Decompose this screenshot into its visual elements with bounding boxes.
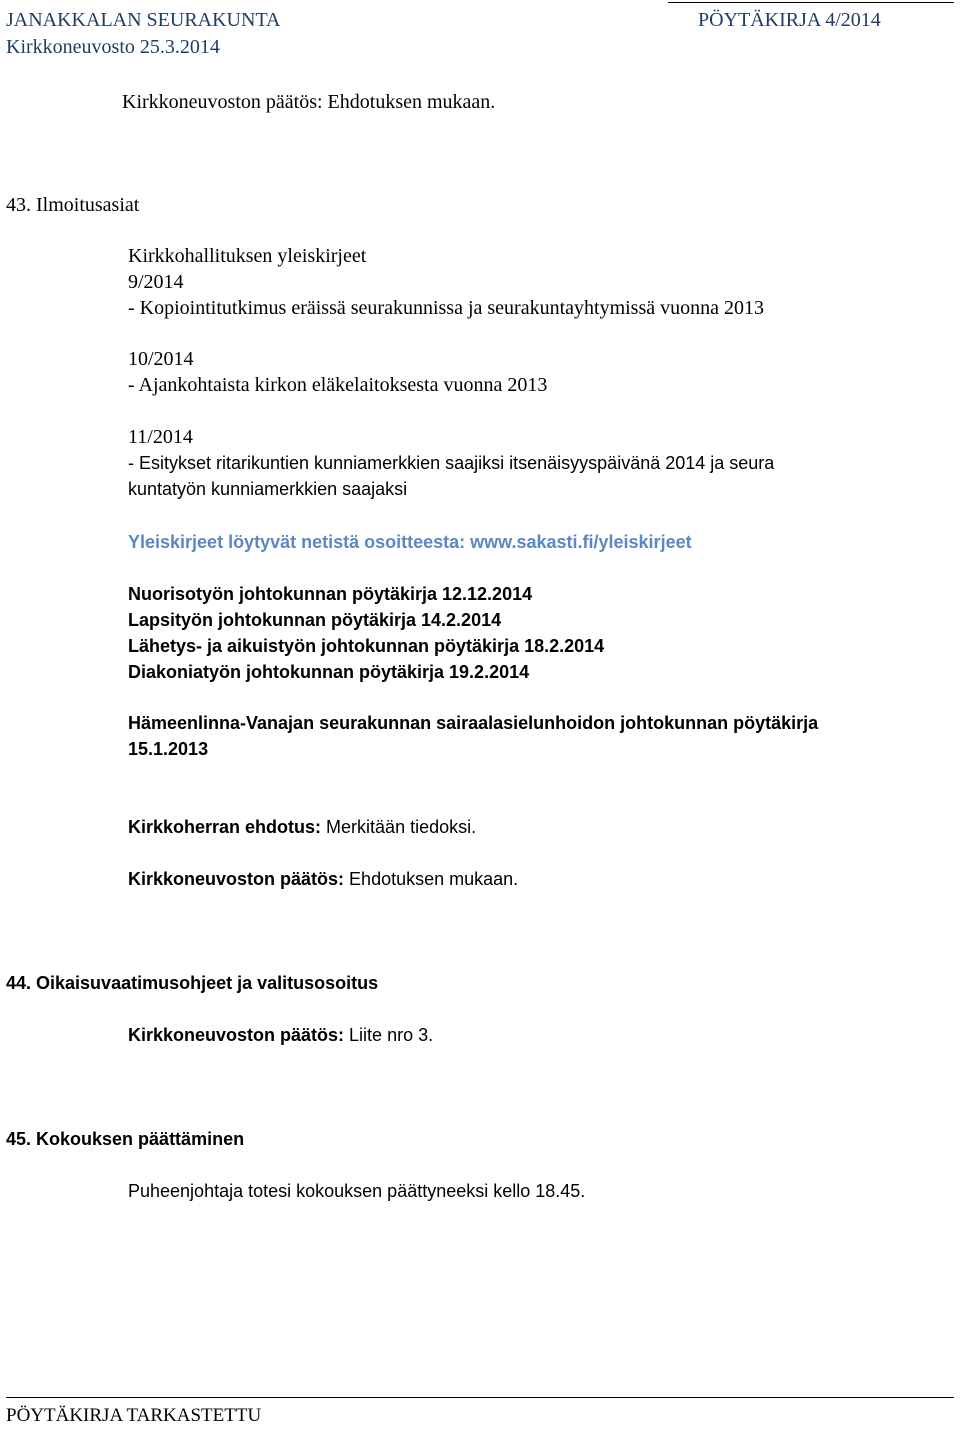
decision-label: Kirkkoneuvoston päätös: [128, 1025, 345, 1045]
circulars-title: Kirkkohallituksen yleiskirjeet [128, 245, 367, 267]
hameenlinna-minutes: Hämeenlinna-Vanajan seurakunnan sairaalasielunhoidon johtokunnan pöytäkirja [128, 713, 819, 733]
circular-desc: - Esitykset ritarikuntien kunniamerkkien saajiksi itsenäisyyspäivänä 2014 ja seura [128, 453, 775, 473]
decision-text: Liite nro 3. [344, 1025, 434, 1045]
proposal-label: Kirkkoherran ehdotus: [128, 817, 322, 837]
decision-text: Ehdotuksen mukaan. [344, 869, 519, 889]
circular-number: 9/2014 [128, 271, 184, 293]
header-org: JANAKKALAN SEURAKUNTA [6, 9, 281, 31]
header-doc-number: PÖYTÄKIRJA 4/2014 [698, 9, 881, 31]
proposal-text: Merkitään tiedoksi. [321, 817, 477, 837]
minutes-item: Lähetys- ja aikuistyön johtokunnan pöytäkirja 18.2.2014 [128, 636, 605, 656]
circular-desc: - Ajankohtaista kirkon eläkelaitoksesta vuonna 2013 [128, 374, 548, 396]
circular-number: 11/2014 [128, 426, 193, 448]
header-meeting: Kirkkoneuvosto 25.3.2014 [6, 36, 220, 58]
footer-rule [6, 1397, 954, 1398]
section-43-title: 43. Ilmoitusasiat [6, 194, 140, 216]
circular-desc: - Kopiointitutkimus eräissä seurakunnissa ja seurakuntayhtymissä vuonna 2013 [128, 297, 765, 319]
section-45-title: 45. Kokouksen päättäminen [6, 1129, 245, 1149]
minutes-item: Lapsityön johtokunnan pöytäkirja 14.2.2014 [128, 610, 502, 630]
previous-decision-text: Ehdotuksen mukaan. [327, 91, 496, 113]
circulars-link-note: Yleiskirjeet löytyvät netistä osoitteesta: www.sakasti.fi/yleiskirjeet [128, 532, 692, 552]
decision [128, 870, 518, 888]
previous-decision-sep: : [316, 91, 328, 113]
circular-desc-continued: kuntatyön kunniamerkkien saajaksi [128, 479, 408, 499]
section-44-title: 44. Oikaisuvaatimusohjeet ja valitusosoitus [6, 973, 379, 993]
minutes-item: Nuorisotyön johtokunnan pöytäkirja 12.12.2014 [128, 584, 533, 604]
proposal [128, 818, 476, 836]
circular-number: 10/2014 [128, 348, 194, 370]
hameenlinna-minutes-date: 15.1.2013 [128, 739, 209, 759]
footer-checked: PÖYTÄKIRJA TARKASTETTU [6, 1405, 262, 1426]
previous-decision [122, 92, 495, 112]
closing-statement: Puheenjohtaja totesi kokouksen päättyneeksi kello 18.45. [128, 1181, 586, 1201]
minutes-item: Diakoniatyön johtokunnan pöytäkirja 19.2.2014 [128, 662, 530, 682]
previous-decision-label: Kirkkoneuvoston päätös [122, 91, 317, 113]
section-44-decision [128, 1026, 433, 1044]
decision-label: Kirkkoneuvoston päätös: [128, 869, 345, 889]
header-top-rule [668, 2, 954, 3]
